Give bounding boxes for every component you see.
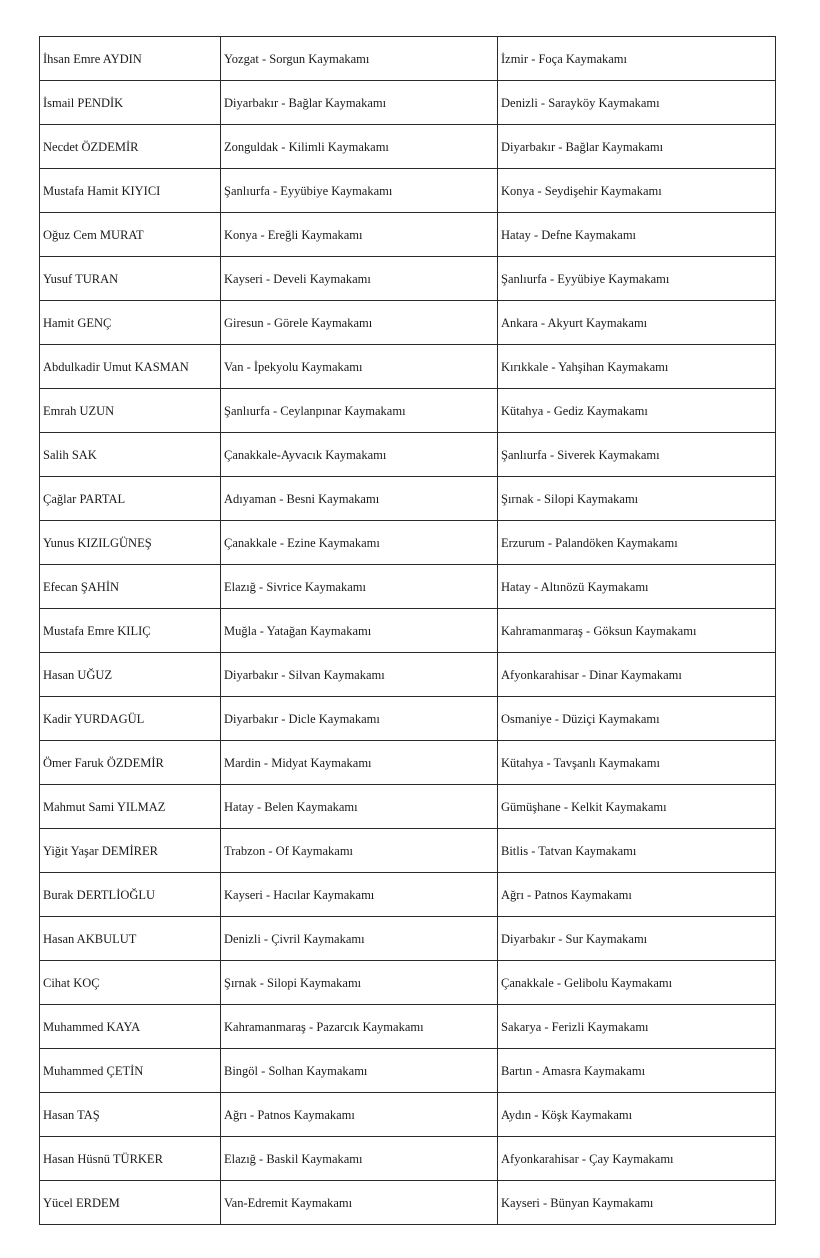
- person-name-cell: Ömer Faruk ÖZDEMİR: [40, 741, 221, 785]
- table-row: [40, 1005, 776, 1049]
- person-name-cell: Oğuz Cem MURAT: [40, 213, 221, 257]
- table-row: [40, 829, 776, 873]
- table-row: [40, 213, 776, 257]
- table-row: [40, 37, 776, 81]
- person-name-cell: Cihat KOÇ: [40, 961, 221, 1005]
- new-post-cell: Bitlis - Tatvan Kaymakamı: [498, 829, 776, 873]
- current-post-cell: Kahramanmaraş - Pazarcık Kaymakamı: [221, 1005, 498, 1049]
- table-row: [40, 961, 776, 1005]
- table-row: [40, 389, 776, 433]
- person-name-cell: İhsan Emre AYDIN: [40, 37, 221, 81]
- person-name-cell: Hasan Hüsnü TÜRKER: [40, 1137, 221, 1181]
- table-row: [40, 345, 776, 389]
- new-post-cell: Şanlıurfa - Eyyübiye Kaymakamı: [498, 257, 776, 301]
- new-post-cell: Şanlıurfa - Siverek Kaymakamı: [498, 433, 776, 477]
- new-post-cell: Ankara - Akyurt Kaymakamı: [498, 301, 776, 345]
- new-post-cell: Diyarbakır - Bağlar Kaymakamı: [498, 125, 776, 169]
- new-post-cell: Osmaniye - Düziçi Kaymakamı: [498, 697, 776, 741]
- current-post-cell: Adıyaman - Besni Kaymakamı: [221, 477, 498, 521]
- table-row: [40, 169, 776, 213]
- new-post-cell: Kahramanmaraş - Göksun Kaymakamı: [498, 609, 776, 653]
- appointment-table-body: [40, 37, 776, 1225]
- new-post-cell: Konya - Seydişehir Kaymakamı: [498, 169, 776, 213]
- current-post-cell: Ağrı - Patnos Kaymakamı: [221, 1093, 498, 1137]
- table-row: [40, 81, 776, 125]
- current-post-cell: Bingöl - Solhan Kaymakamı: [221, 1049, 498, 1093]
- person-name-cell: Efecan ŞAHİN: [40, 565, 221, 609]
- table-row: [40, 653, 776, 697]
- person-name-cell: Emrah UZUN: [40, 389, 221, 433]
- table-row: [40, 433, 776, 477]
- person-name-cell: Hamit GENÇ: [40, 301, 221, 345]
- current-post-cell: Mardin - Midyat Kaymakamı: [221, 741, 498, 785]
- current-post-cell: Elazığ - Sivrice Kaymakamı: [221, 565, 498, 609]
- person-name-cell: Yusuf TURAN: [40, 257, 221, 301]
- table-row: [40, 917, 776, 961]
- current-post-cell: Kayseri - Develi Kaymakamı: [221, 257, 498, 301]
- new-post-cell: Erzurum - Palandöken Kaymakamı: [498, 521, 776, 565]
- appointment-table: [39, 36, 776, 1225]
- person-name-cell: Kadir YURDAGÜL: [40, 697, 221, 741]
- person-name-cell: Yunus KIZILGÜNEŞ: [40, 521, 221, 565]
- table-row: [40, 1137, 776, 1181]
- person-name-cell: Hasan UĞUZ: [40, 653, 221, 697]
- current-post-cell: Şanlıurfa - Eyyübiye Kaymakamı: [221, 169, 498, 213]
- current-post-cell: Giresun - Görele Kaymakamı: [221, 301, 498, 345]
- table-row: [40, 1181, 776, 1225]
- new-post-cell: İzmir - Foça Kaymakamı: [498, 37, 776, 81]
- current-post-cell: Şırnak - Silopi Kaymakamı: [221, 961, 498, 1005]
- table-row: [40, 873, 776, 917]
- new-post-cell: Kırıkkale - Yahşihan Kaymakamı: [498, 345, 776, 389]
- current-post-cell: Trabzon - Of Kaymakamı: [221, 829, 498, 873]
- person-name-cell: Hasan TAŞ: [40, 1093, 221, 1137]
- current-post-cell: Şanlıurfa - Ceylanpınar Kaymakamı: [221, 389, 498, 433]
- new-post-cell: Hatay - Altınözü Kaymakamı: [498, 565, 776, 609]
- current-post-cell: Van - İpekyolu Kaymakamı: [221, 345, 498, 389]
- table-row: [40, 1093, 776, 1137]
- current-post-cell: Denizli - Çivril Kaymakamı: [221, 917, 498, 961]
- current-post-cell: Zonguldak - Kilimli Kaymakamı: [221, 125, 498, 169]
- person-name-cell: Muhammed ÇETİN: [40, 1049, 221, 1093]
- table-row: [40, 741, 776, 785]
- person-name-cell: Hasan AKBULUT: [40, 917, 221, 961]
- new-post-cell: Afyonkarahisar - Dinar Kaymakamı: [498, 653, 776, 697]
- current-post-cell: Yozgat - Sorgun Kaymakamı: [221, 37, 498, 81]
- new-post-cell: Gümüşhane - Kelkit Kaymakamı: [498, 785, 776, 829]
- current-post-cell: Elazığ - Baskil Kaymakamı: [221, 1137, 498, 1181]
- new-post-cell: Hatay - Defne Kaymakamı: [498, 213, 776, 257]
- current-post-cell: Çanakkale-Ayvacık Kaymakamı: [221, 433, 498, 477]
- person-name-cell: İsmail PENDİK: [40, 81, 221, 125]
- new-post-cell: Diyarbakır - Sur Kaymakamı: [498, 917, 776, 961]
- table-row: [40, 785, 776, 829]
- current-post-cell: Van-Edremit Kaymakamı: [221, 1181, 498, 1225]
- table-row: [40, 477, 776, 521]
- new-post-cell: Aydın - Köşk Kaymakamı: [498, 1093, 776, 1137]
- person-name-cell: Mustafa Hamit KIYICI: [40, 169, 221, 213]
- person-name-cell: Salih SAK: [40, 433, 221, 477]
- current-post-cell: Muğla - Yatağan Kaymakamı: [221, 609, 498, 653]
- table-row: [40, 609, 776, 653]
- current-post-cell: Konya - Ereğli Kaymakamı: [221, 213, 498, 257]
- table-row: [40, 697, 776, 741]
- table-row: [40, 125, 776, 169]
- person-name-cell: Necdet ÖZDEMİR: [40, 125, 221, 169]
- current-post-cell: Diyarbakır - Bağlar Kaymakamı: [221, 81, 498, 125]
- new-post-cell: Kütahya - Gediz Kaymakamı: [498, 389, 776, 433]
- current-post-cell: Diyarbakır - Silvan Kaymakamı: [221, 653, 498, 697]
- current-post-cell: Hatay - Belen Kaymakamı: [221, 785, 498, 829]
- new-post-cell: Sakarya - Ferizli Kaymakamı: [498, 1005, 776, 1049]
- document-page: [39, 36, 775, 1225]
- new-post-cell: Denizli - Sarayköy Kaymakamı: [498, 81, 776, 125]
- person-name-cell: Mahmut Sami YILMAZ: [40, 785, 221, 829]
- new-post-cell: Kayseri - Bünyan Kaymakamı: [498, 1181, 776, 1225]
- person-name-cell: Burak DERTLİOĞLU: [40, 873, 221, 917]
- new-post-cell: Bartın - Amasra Kaymakamı: [498, 1049, 776, 1093]
- table-row: [40, 301, 776, 345]
- person-name-cell: Muhammed KAYA: [40, 1005, 221, 1049]
- new-post-cell: Afyonkarahisar - Çay Kaymakamı: [498, 1137, 776, 1181]
- table-row: [40, 521, 776, 565]
- table-row: [40, 565, 776, 609]
- new-post-cell: Şırnak - Silopi Kaymakamı: [498, 477, 776, 521]
- person-name-cell: Yiğit Yaşar DEMİRER: [40, 829, 221, 873]
- table-row: [40, 1049, 776, 1093]
- person-name-cell: Çağlar PARTAL: [40, 477, 221, 521]
- new-post-cell: Ağrı - Patnos Kaymakamı: [498, 873, 776, 917]
- new-post-cell: Çanakkale - Gelibolu Kaymakamı: [498, 961, 776, 1005]
- person-name-cell: Abdulkadir Umut KASMAN: [40, 345, 221, 389]
- person-name-cell: Mustafa Emre KILIÇ: [40, 609, 221, 653]
- current-post-cell: Çanakkale - Ezine Kaymakamı: [221, 521, 498, 565]
- table-row: [40, 257, 776, 301]
- person-name-cell: Yücel ERDEM: [40, 1181, 221, 1225]
- current-post-cell: Kayseri - Hacılar Kaymakamı: [221, 873, 498, 917]
- new-post-cell: Kütahya - Tavşanlı Kaymakamı: [498, 741, 776, 785]
- current-post-cell: Diyarbakır - Dicle Kaymakamı: [221, 697, 498, 741]
